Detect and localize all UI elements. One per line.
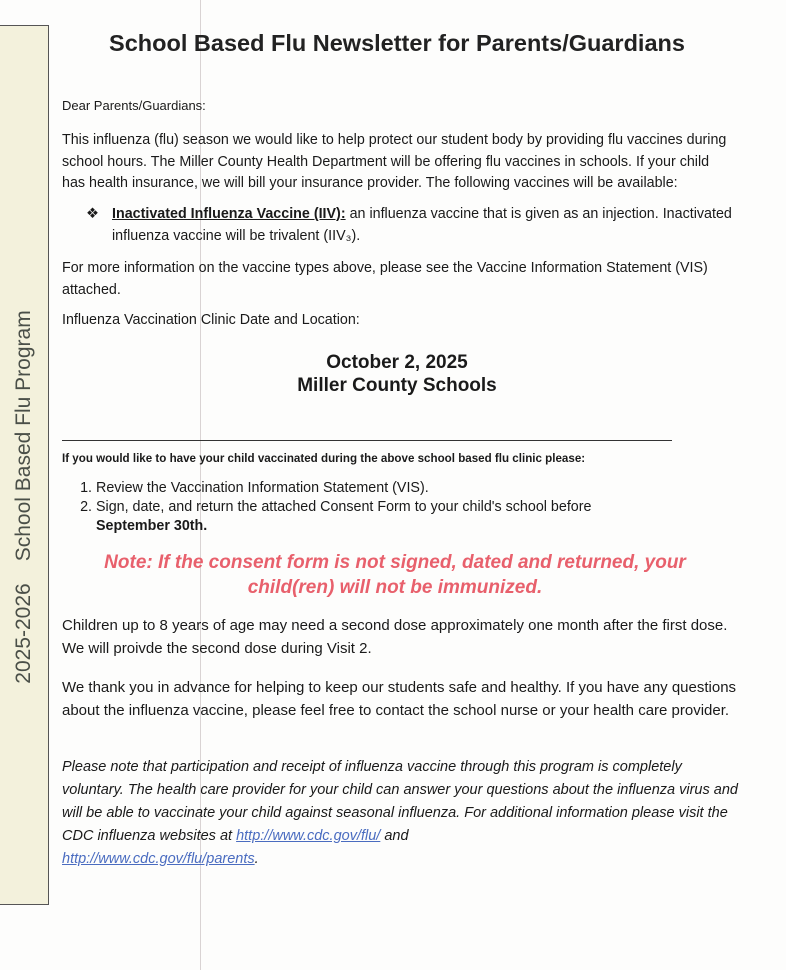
sidebar-title bbox=[12, 288, 36, 683]
thanks-paragraph: We thank you in advance for helping to keep our students safe and healthy. If you have any questions about the influenza vaccine, please feel free to contact the school nurse or your health care provider. bbox=[62, 679, 737, 719]
instructions-list bbox=[62, 479, 732, 536]
step-text: Review the Vaccination Information Statement (VIS). bbox=[96, 480, 429, 496]
step-item bbox=[96, 498, 732, 536]
voluntary-paragraph bbox=[62, 756, 742, 871]
divider bbox=[62, 440, 672, 441]
intro-paragraph: This influenza (flu) season we would like to help protect our student body by providing flu vaccines during school hours. The Miller County Health Department will be offering flu vaccines in schools. If your child has health insurance, we will bill your insurance provider. The following vaccines will be available: bbox=[62, 132, 727, 191]
cdc-flu-parents-link[interactable]: http://www.cdc.gov/flu/parents bbox=[62, 851, 255, 867]
sidebar-year: 2025-2026 bbox=[12, 583, 35, 684]
cdc-flu-link[interactable]: http://www.cdc.gov/flu/ bbox=[236, 828, 381, 844]
clinic-label: Influenza Vaccination Clinic Date and Location: bbox=[62, 312, 360, 328]
vaccine-description: an influenza vaccine that is given as an injection. Inactivated influenza vaccine will be trivalent (IIV₃). bbox=[112, 206, 732, 244]
instructions-heading: If you would like to have your child vaccinated during the above school based flu clinic please: bbox=[62, 452, 586, 465]
deadline: September 30th. bbox=[96, 518, 208, 534]
greeting: Dear Parents/Guardians: bbox=[62, 98, 206, 113]
sidebar-banner bbox=[0, 25, 49, 905]
page-title: School Based Flu Newsletter for Parents/Guardians bbox=[109, 30, 685, 56]
clinic-location: Miller County Schools bbox=[297, 375, 497, 396]
clinic-date: October 2, 2025 bbox=[326, 352, 468, 373]
voluntary-text: Please note that participation and receipt of influenza vaccine through this program is completely voluntary. The health care provider for your child can answer your questions about the influenza virus and will be able to vaccinate your child against seasonal influenza. For additional information please visit the CDC influenza websites at bbox=[62, 759, 738, 844]
diamond-bullet-icon: ❖ bbox=[86, 206, 99, 222]
vaccine-list-item bbox=[62, 204, 756, 247]
vaccine-name: Inactivated Influenza Vaccine (IIV): bbox=[112, 206, 346, 222]
period-text: . bbox=[254, 851, 259, 867]
more-info-paragraph: For more information on the vaccine types above, please see the Vaccine Information Statement (VIS) attached. bbox=[62, 260, 708, 298]
step-item bbox=[96, 479, 732, 498]
consent-note: Note: If the consent form is not signed, dated and returned, your child(ren) will not be immunized. bbox=[104, 552, 686, 598]
second-dose-paragraph: Children up to 8 years of age may need a second dose approximately one month after the first dose. We will proivde the second dose during Visit 2. bbox=[62, 617, 728, 657]
and-text: and bbox=[380, 828, 409, 844]
sidebar-program: School Based Flu Program bbox=[12, 310, 35, 562]
step-text: Sign, date, and return the attached Consent Form to your child's school before bbox=[96, 499, 592, 515]
